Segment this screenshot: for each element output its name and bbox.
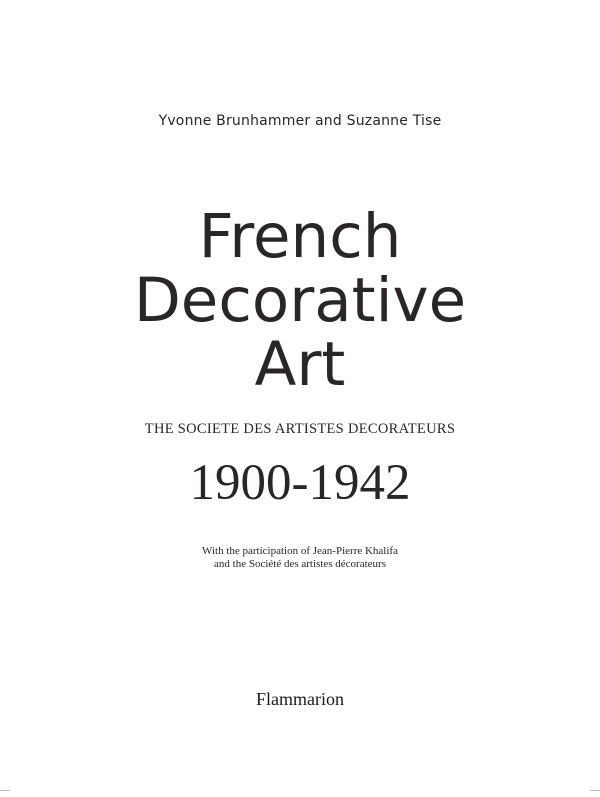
participation-line-1: With the participation of Jean-Pierre Khalifa <box>202 545 398 557</box>
title-line-3: Art <box>254 329 346 400</box>
publisher-name: Flammarion <box>256 689 344 709</box>
year-range: 1900-1942 <box>189 455 411 511</box>
subtitle: THE SOCIETE DES ARTISTES DECORATEURS <box>144 421 456 437</box>
participation-line-2: and the Société des artistes décorateurs <box>214 558 386 570</box>
title-line-1: French <box>198 201 402 272</box>
page-edge-mark-left <box>0 790 10 791</box>
author-line: Yvonne Brunhammer and Suzanne Tise <box>158 113 442 129</box>
page-edge-mark-right <box>590 790 600 791</box>
participation-note <box>0 545 600 571</box>
book-title <box>0 201 600 400</box>
title-line-2: Decorative <box>133 265 467 336</box>
